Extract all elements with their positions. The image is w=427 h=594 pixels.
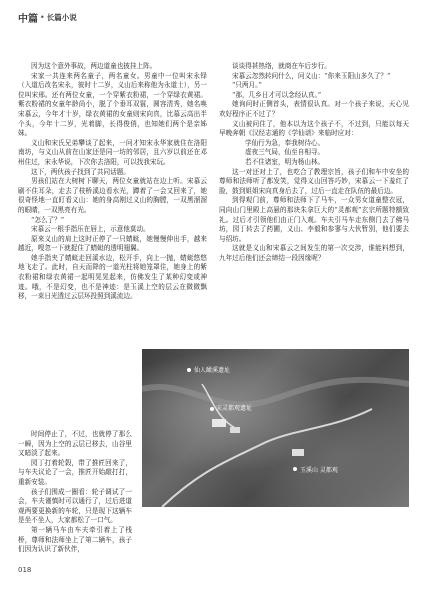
paragraph: 时间停止了，不过，也就停了那么一瞬，因为上空的云层已移去，山谷里又暗淡了起来。 [18,430,132,458]
paragraph: 宋慕云一根手指压在唇上，示意他莫动。 [31,225,150,234]
paragraph: 第一辆马车由车夫牵引着上了栈桥，尊师和法师坐上了第二辆车，孩子们因为认识了新伙伴， [18,525,132,554]
page-number: 018 [18,566,32,574]
poem-line: 若不住诸室，明为杨山林。 [245,157,325,166]
paragraph: 宋慕云忽然转问什么，问义山：“你来玉阳山多久了？” [232,71,391,80]
paragraph: 义山和宋氏兄弟攀谈了起来，一问才知宋永华家就住在洛阳南坊，与义山从前在山家还是同一坊的邻居，且六岁以前还在邓州住过，宋永华说，下次你去洛阳，可以找我宋玩。 [18,138,207,166]
paragraph: 谈谈得甚热络，就商在车后步行。 [232,62,331,70]
paragraph: “怎么了？” [31,215,65,224]
header-separator: • [40,12,45,22]
paragraph: 她询问时正侧首头，表情很认真。对一个孩子来说，天心见欢好程序正不过了？ [219,100,409,118]
paragraph: 这下，两伙孩子找到了共同话题。 [31,167,130,176]
paragraph: 这一对还对上了，也吃合了教理宗旨，孩子们和车中安坐的尊师和法师听了都发笑，觉得义山回答巧妙，宋慕云一下羞红了脸，鼓到姐姐宋向真身后去了，过后一直走在队伍的最后边。 [219,167,409,195]
paragraph: 义山被问住了，他本以为这个孩子不，不过到，只能以每天早晚奔朝《汉经志通的《学仙谱》来临时应对： [219,119,409,138]
paragraph: 因为这个意外事故，两边道童也披挂上阵。 [31,62,157,70]
paragraph: 宋家一共连来两名童子，两名童女。男童中一位叫宋永铎（入道后改名宋永，彼时十二岁，义山后来称他为永道士），另一位叫宋邢。还有两位女童，一个穿紫衣粉裙，一个穿绿衣黄裙。紫衣粉裙的女童年龄尚小，脱了个垂耳双鬟，圆容清秀，她名唤宋慕云，今年才十岁，绿衣黄裙的女童则宋向真，比慕云高出半个头，今年十二岁，光着脚，长得俊俏，也知她们两个是亲姊妹。 [18,71,207,138]
photo-label: 玉溪山 灵都观 [300,467,338,474]
left-column [18,62,207,302]
photo-label: 仙人瞰溪遗址 [194,367,231,374]
paragraph: “只两月。” [232,81,262,90]
running-header [18,10,77,24]
paragraph: 这就是义山和宋慕云之间发生的第一次交涉，谁能料想到，九年过后他们还会缔结一段因缘呢？ [219,244,409,262]
paragraph: “那，几乡日才可以念经认真。” [232,90,322,99]
poem-line: 学仙行为急，奉我树待心。 [245,138,325,147]
magazine-logo: 中篇 [18,13,38,25]
paragraph: 她手指夹了蜻蜓走回溪水边，松开手，向上一抛，蜻蜓悠悠地飞走了。此时，自天而降的一道光柱将她笼罩住，她身上的紫衣粉裙和绿衣黄裙一起明晃晃起来，仿佛发生了某种幻变或神迹。哦，不是幻变，也不是神迹：是玉溪上空的层云在微微飘移，一束日光透过云层环投照到溪流边。 [18,253,207,301]
poem-line: 虚夜三气局，仙至自相寻。 [245,148,325,157]
section-title: 长篇小说 [46,12,77,22]
right-column [219,62,409,263]
paragraph: 到得观门前，尊师和法师下了马车，一众男女道童整衣冠，同向山门里殿上高悬的那块朱拿巨大的“灵都观”玄宗所题特额致礼。过后才引领他们由正门入观。车夫引马车走东侧门去了佛马坊，园丁转去了药圃，义山、李毅和参寥与大伙暂别，他们要去与绍坊。 [219,196,409,243]
paragraph: 原来义山的肩上这时正停了一只蜻蜓，她慢慢伸出手，越来越近，嗖忽一下就捉住了蜻蜓的透明翅翼。 [18,234,207,253]
aerial-photo [142,349,409,507]
paragraph: 园丁打着轮榖，带了推匠回来了，与车夫议论了一会，推匠开始敲打打，重新安装。 [18,458,132,486]
photo-label: 宋灵都观遗址 [216,405,253,412]
left-column-lower [18,430,132,555]
paragraph: 孩子们围成一圈看：轮子调试了一会，车夫谨慎时可以通行了，过后进道观两要更换新的车轮，只是现下这辆车是坐不坐人，大家都松了一口气。 [18,487,132,525]
paragraph: 男孩们站在大树树下聊天，两位女童就站在边上听。宋慕云刷不住耳朵，走去了枝桥溪边看水光，蹲着了一会又回来了，她很奇怪地一直盯看义山：她的身高刚过义山的胸膛，一双黑溜溜的眼睛，一双黑亮有光。 [18,177,207,214]
